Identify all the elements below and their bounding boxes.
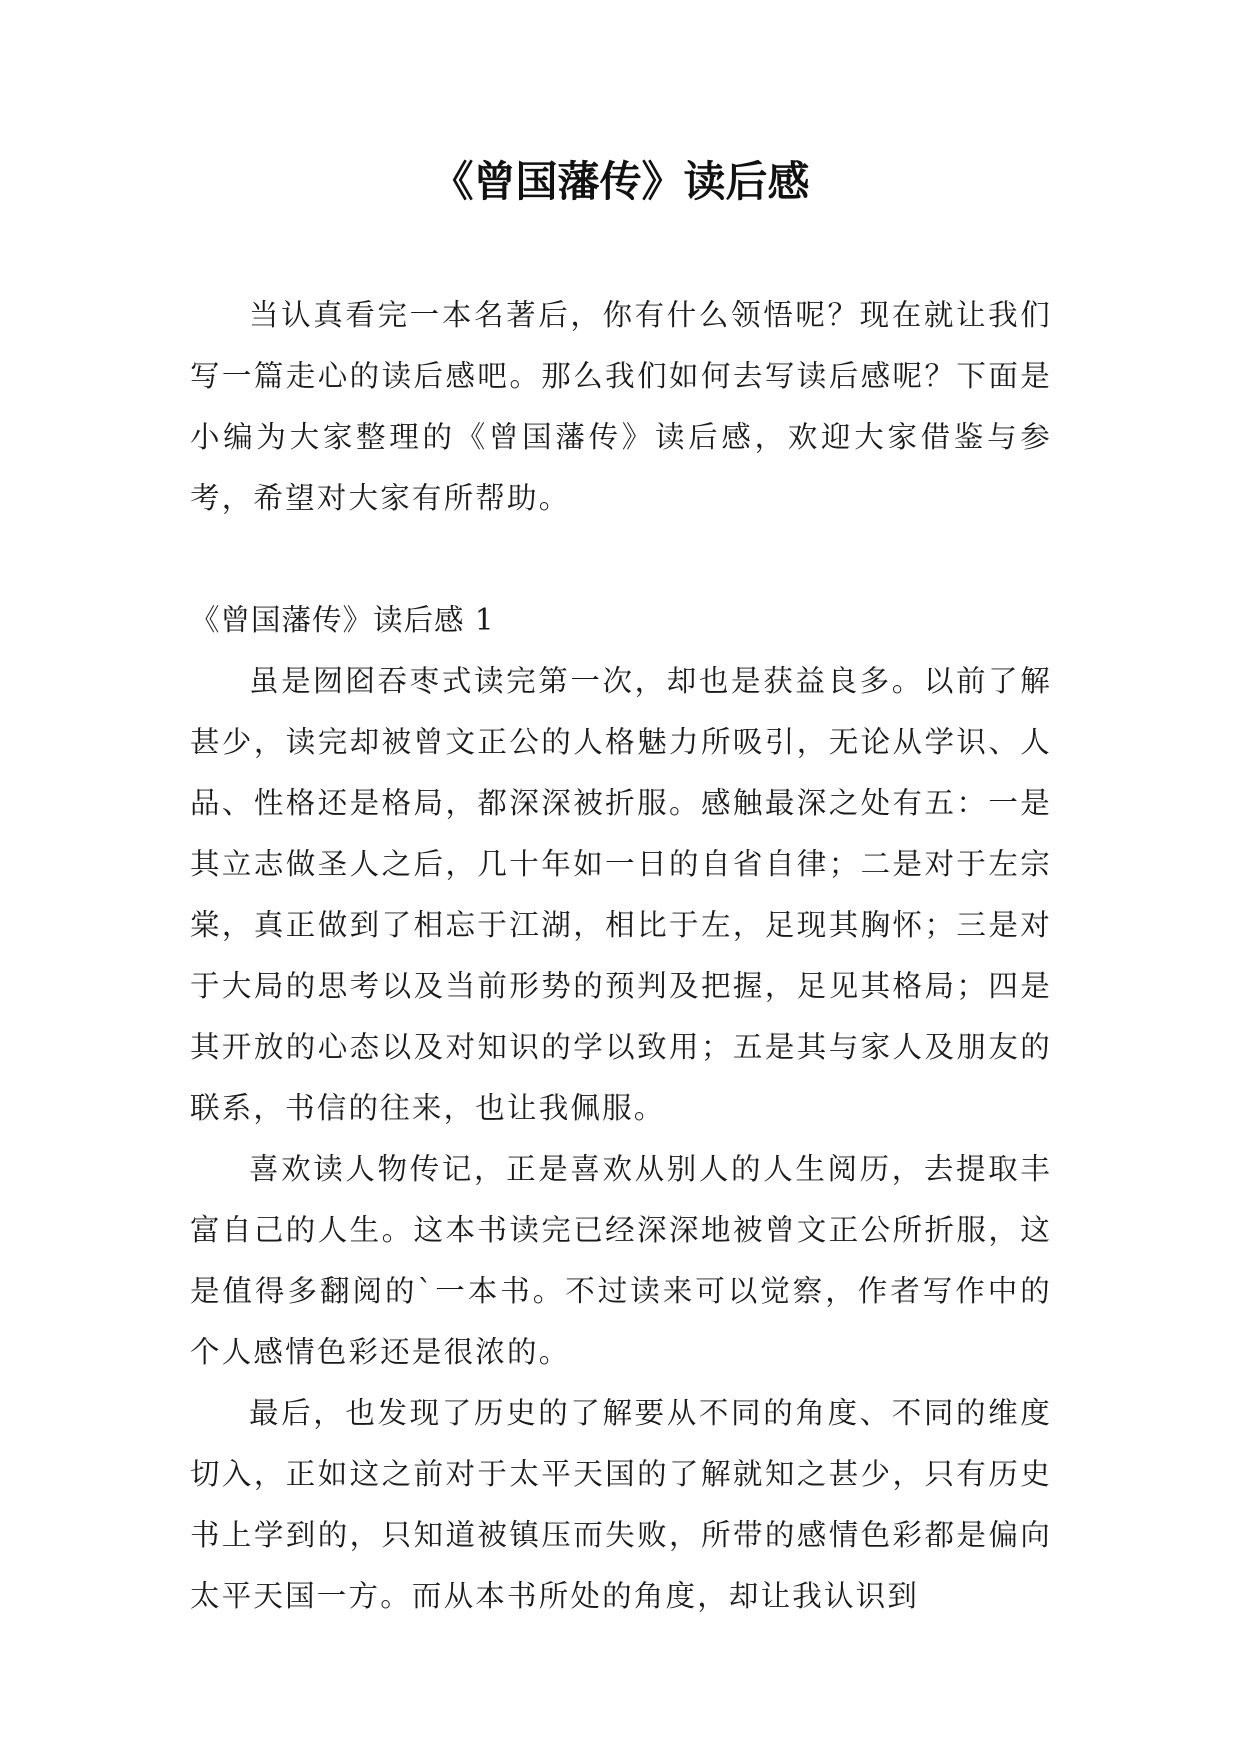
body-paragraph-1: 虽是囫囵吞枣式读完第一次，却也是获益良多。以前了解甚少，读完却被曾文正公的人格魅力所吸引，无论从学识、人品、性格还是格局，都深深被折服。感触最深之处有五：一是其立志做圣人之后，几十年如一日的自省自律；二是对于左宗棠，真正做到了相忘于江湖，相比于左，足现其胸怀；三是对于大局的思考以及当前形势的预判及把握，足见其格局；四是其开放的心态以及对知识的学以致用；五是其与家人及朋友的联系，书信的往来，也让我佩服。 bbox=[190, 664, 1052, 1125]
body-paragraph-2: 喜欢读人物传记，正是喜欢从别人的人生阅历，去提取丰富自己的人生。这本书读完已经深深地被曾文正公所折服，这是值得多翻阅的`一本书。不过读来可以觉察，作者写作中的个人感情色彩还是很浓的。 bbox=[190, 1152, 1052, 1369]
document-body bbox=[190, 285, 1052, 1627]
body-paragraph-3: 最后，也发现了历史的了解要从不同的角度、不同的维度切入，正如这之前对于太平天国的了解就知之甚少，只有历史书上学到的，只知道被镇压而失败，所带的感情色彩都是偏向太平天国一方。而从本书所处的角度，却让我认识到 bbox=[190, 1396, 1052, 1613]
document-title: 《曾国藩传》读后感 bbox=[431, 157, 810, 206]
intro-paragraph: 当认真看完一本名著后，你有什么领悟呢？现在就让我们写一篇走心的读后感吧。那么我们如何去写读后感呢？下面是小编为大家整理的《曾国藩传》读后感，欢迎大家借鉴与参考，希望对大家有所帮助。 bbox=[190, 298, 1052, 515]
section-heading: 《曾国藩传》读后感 1 bbox=[190, 603, 495, 637]
